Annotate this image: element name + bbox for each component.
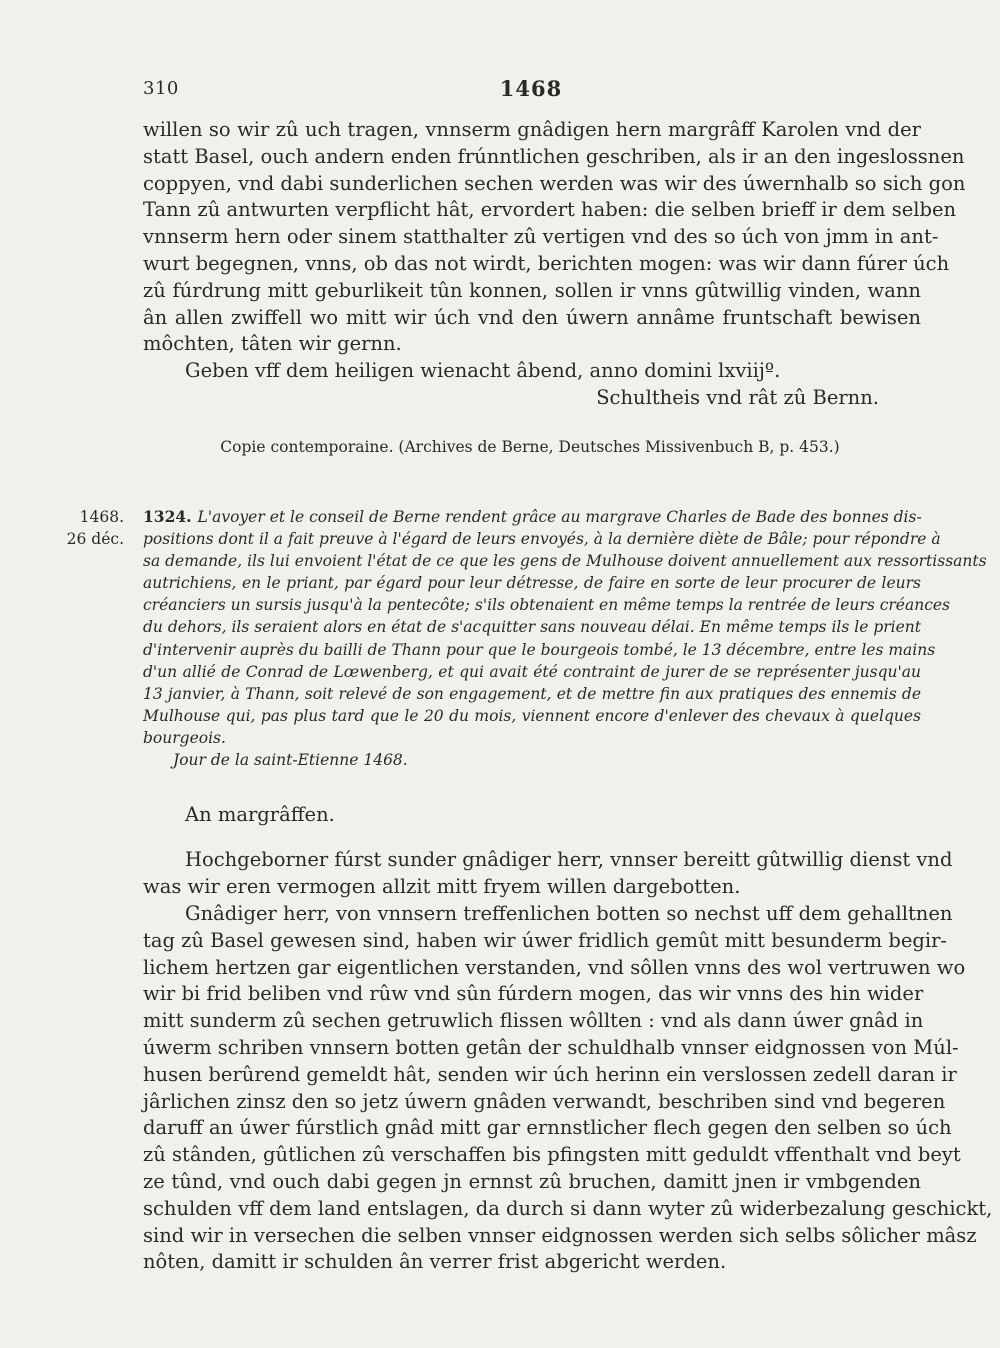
text-line: wurt begegnen, vnns, ob das not wirdt, berichten mogen: was wir dann fúrer úch — [143, 251, 950, 275]
text-line: zû fúrdrung mitt geburlikeit tûn konnen, sollen ir vnns gûtwillig vinden, wann — [143, 278, 921, 302]
letter-address: An margrâffen. — [185, 803, 335, 826]
document-number: 1324. — [143, 507, 192, 526]
summary-line: créanciers un sursis jusqu'à la pentecôte; s'ils obtenaient en même temps la rentrée de leurs créances — [143, 596, 950, 615]
summary-line: autrichiens, en le priant, par égard pour leur détresse, de faire en sorte de leur procurer de leurs — [143, 574, 921, 593]
text-line: husen berûrend gemeldt hât, senden wir úch herinn ein verslossen zedell daran ir — [143, 1062, 957, 1086]
text-line: vnnserm hern oder sinem statthalter zû vertigen vnd des so úch von jmm in ant- — [143, 225, 939, 249]
margin-date-day: 26 déc. — [66, 530, 124, 548]
text-line: schulden vff dem land entslagen, da durch si dann wyter zû widerbezalung geschickt, — [143, 1196, 993, 1220]
summary-line: positions dont il a fait preuve à l'égard de leurs envoyés, à la dernière diète de Bâle; pour répondre à — [143, 530, 941, 549]
summary-line: 13 janvier, à Thann, soit relevé de son engagement, et de mettre fin aux pratiques des ennemis de — [143, 684, 921, 703]
text-line: wir bi frid beliben vnd rûw vnd sûn fúrdern mogen, das wir vnns des hin wider — [143, 982, 924, 1006]
text-line: Tann zû antwurten verpflicht hât, ervordert haben: die selben brieff ir dem selben — [143, 198, 957, 222]
text-line: ân allen zwiffell wo mitt wir úch vnd den úwern annâme fruntschaft bewisen — [143, 305, 921, 329]
text-line: lichem hertzen gar eigentlichen verstanden, vnd sôllen vnns des wol vertruwen wo — [143, 955, 966, 979]
text-line: mitt sunderm zû sechen getruwlich flissen wôllten : vnd als dann úwer gnâd in — [143, 1009, 924, 1033]
text-line: Gnâdiger herr, von vnnsern treffenlichen botten so nechst uff dem gehalltnen — [185, 902, 953, 925]
document-summary — [143, 506, 987, 771]
text-line: nôten, damitt ir schulden ân verrer frist abgericht werden. — [143, 1250, 727, 1274]
text-line: Hochgeborner fúrst sunder gnâdiger herr, vnnser bereitt gûtwillig dienst vnd — [185, 848, 953, 871]
summary-line: 1324. L'avoyer et le conseil de Berne rendent grâce au margrave Charles de Bade des bonnes dis- — [143, 507, 922, 526]
text-line: willen so wir zû uch tragen, vnnserm gnâdigen hern margrâff Karolen vnd der — [143, 118, 921, 141]
text-line: môchten, tâten wir gernn. — [143, 332, 402, 356]
previous-letter-ending — [143, 117, 966, 412]
margin-date — [60, 506, 124, 550]
text-line: coppyen, vnd dabi sunderlichen sechen werden was wir des úwernhalb so sich gon — [143, 171, 966, 195]
summary-line: du dehors, ils seraient alors en état de s'acquitter sans nouveau délai. En même temps ils le prient — [143, 618, 921, 637]
text-line: statt Basel, ouch andern enden frúnntlichen geschriben, als ir an den ingeslossnen — [143, 144, 965, 168]
summary-line: Mulhouse qui, pas plus tard que le 20 du mois, viennent encore d'enlever des chevaux à quelques — [143, 706, 921, 725]
text-line: tag zû Basel gewesen sind, haben wir úwer fridlich gemût mitt besunderm begir- — [143, 928, 948, 952]
text-line: sind wir in versechen die selben vnnser eidgnossen werden sich selbs sôlicher mâsz — [143, 1223, 977, 1247]
text-line: was wir eren vermogen allzit mitt fryem willen dargebotten. — [143, 874, 741, 898]
text-line: úwerm schriben vnnsern botten getân der schuldhalb vnnser eidgnossen von Múl- — [143, 1035, 959, 1059]
running-head-year: 1468 — [499, 76, 563, 101]
summary-line: bourgeois. — [143, 728, 226, 747]
text-line: daruff an úwer fúrstlich gnâd mitt gar ernnstlicher flech gegen den selben so úch — [143, 1116, 952, 1140]
letter-paragraph-2 — [143, 901, 993, 1276]
signature-line: Schultheis vnd rât zû Bernn. — [596, 385, 879, 409]
summary-line: sa demande, ils lui envoient l'état de ce que les gens de Mulhouse doivent annuellement aux ressortissants — [143, 552, 987, 571]
letter-paragraph-1 — [143, 847, 953, 901]
source-citation: Copie contemporaine. (Archives de Berne, Deutsches Missivenbuch B, p. 453.) — [220, 438, 840, 456]
summary-date-line: Jour de la saint-Etienne 1468. — [173, 751, 408, 770]
text-line: zû stânden, gûtlichen zû verschaffen bis pfingsten mitt geduldt vffenthalt vnd beyt — [143, 1143, 961, 1167]
page-number: 310 — [143, 78, 179, 99]
summary-line: d'intervenir auprès du bailli de Thann pour que le bourgeois tombé, le 13 décembre, entre les mains — [143, 640, 936, 659]
text-line: ze tûnd, vnd ouch dabi gegen jn ernnst zû bruchen, damitt jnen ir vmbgenden — [143, 1169, 921, 1193]
summary-line: d'un allié de Conrad de Lœwenberg, et qui avait été contraint de jurer de se représenter jusqu'au — [143, 662, 921, 681]
margin-date-year: 1468. — [79, 508, 124, 526]
text-line: jârlichen zinsz den so jetz úwern gnâden verwandt, beschriben sind vnd begeren — [143, 1089, 946, 1113]
dating-line: Geben vff dem heiligen wienacht âbend, anno domini lxviijº. — [185, 359, 781, 383]
